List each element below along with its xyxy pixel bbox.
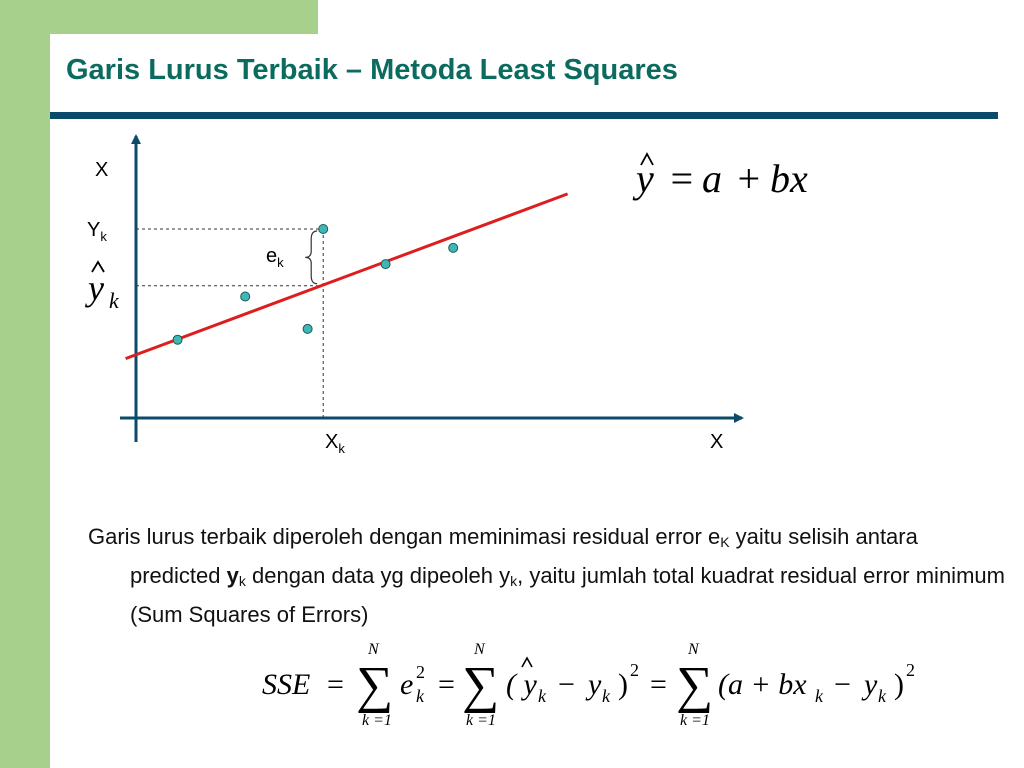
e-term-sub: k xyxy=(416,686,424,706)
guide-lines xyxy=(136,229,323,418)
equals-1: = xyxy=(327,668,344,701)
sum-1-lower: k =1 xyxy=(362,712,392,729)
regression-equation xyxy=(632,154,808,201)
sum-1-upper: N xyxy=(368,641,379,658)
yhat-k-label xyxy=(85,262,120,313)
minus-1: − xyxy=(558,668,575,701)
y-term-sub: k xyxy=(602,686,610,706)
equals-2: = xyxy=(438,668,455,701)
svg-text:k: k xyxy=(109,288,119,313)
square-1: 2 xyxy=(630,660,639,680)
xk-label: $X_k$ xyxy=(325,431,345,456)
close-paren-1: ) xyxy=(618,668,628,701)
svg-text:bx: bx xyxy=(770,156,808,201)
x-axis-label: X xyxy=(710,431,724,453)
yk-label: $Y_k$ xyxy=(87,219,107,244)
data-point-2 xyxy=(241,292,250,301)
sum-3: ∑ xyxy=(676,657,714,714)
y-term-2: y xyxy=(864,668,878,701)
sum-2-lower: k =1 xyxy=(466,712,496,729)
ek-brace xyxy=(305,231,317,284)
svg-text:a: a xyxy=(702,156,722,201)
e-term: e xyxy=(400,668,414,701)
square-2: 2 xyxy=(906,660,915,680)
sum-1: ∑ xyxy=(356,657,394,714)
e-term-sup: 2 xyxy=(416,662,425,682)
close-paren-2: ) xyxy=(894,668,904,701)
y-term-2-sub: k xyxy=(878,686,886,706)
sum-2: ∑ xyxy=(462,657,500,714)
svg-text:+: + xyxy=(735,156,762,201)
data-point-4 xyxy=(319,225,328,234)
sse-label: SSE xyxy=(262,668,311,701)
equals-3: = xyxy=(650,668,667,701)
slide-title: Garis Lurus Terbaik – Metoda Least Squares xyxy=(66,54,678,86)
data-point-1 xyxy=(173,335,182,344)
ek-label: $e_k$ xyxy=(266,245,284,270)
data-point-6 xyxy=(449,243,458,252)
description-text: Garis lurus terbaik diperoleh dengan meminimasi residual error $e_K$ yaitu selisih antara predicted $y_k$ dengan data yg dipeoleh $y_k$, yaitu jumlah total kuadrat residual error minimum (Sum Squares of Errors) xyxy=(88,524,1005,627)
yhat-term: ( y xyxy=(506,668,537,701)
y-axis-label: X xyxy=(95,159,109,181)
yhat-term-sub: k xyxy=(538,686,546,706)
abx-term: (a + bx xyxy=(718,668,807,701)
minus-2: − xyxy=(834,668,851,701)
regression-line xyxy=(126,194,568,359)
sum-3-upper: N xyxy=(688,641,699,658)
data-point-5 xyxy=(381,260,390,269)
svg-text:y: y xyxy=(88,268,104,308)
data-point-3 xyxy=(303,324,312,333)
sum-2-upper: N xyxy=(474,641,485,658)
abx-term-sub: k xyxy=(815,686,823,706)
svg-text:=: = xyxy=(668,156,695,201)
sum-3-lower: k =1 xyxy=(680,712,710,729)
y-term: y xyxy=(588,668,602,701)
svg-text:y: y xyxy=(636,156,654,201)
